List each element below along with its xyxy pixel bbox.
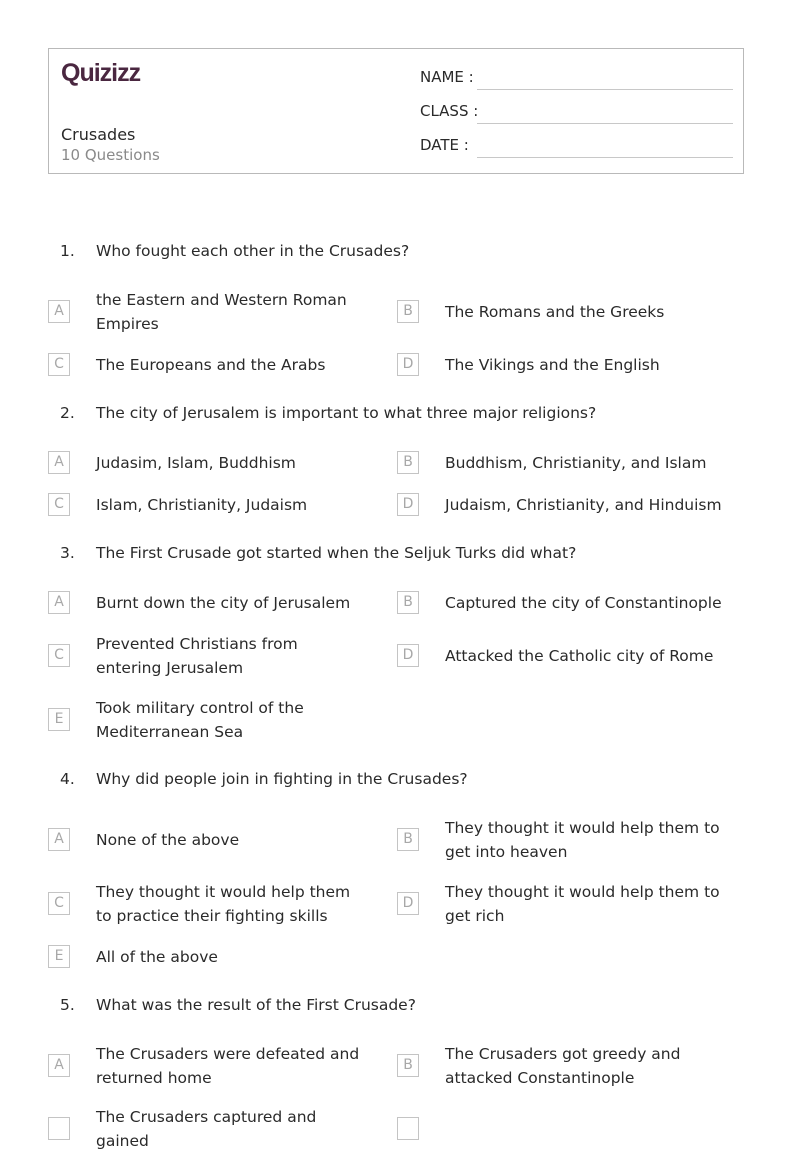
option-box-c[interactable]: C xyxy=(48,644,70,667)
question-4-text: Why did people join in fighting in the Crusades? xyxy=(96,770,468,788)
option-text: Prevented Christians from entering Jerusalem xyxy=(96,635,298,677)
option-box-c[interactable]: C xyxy=(48,892,70,915)
option-box-b[interactable]: B xyxy=(397,1054,419,1077)
name-label: NAME : xyxy=(420,68,474,86)
question-5-text: What was the result of the First Crusade? xyxy=(96,996,416,1014)
option-box-a[interactable]: A xyxy=(48,828,70,851)
option-text: Islam, Christianity, Judaism xyxy=(96,496,308,514)
option-box-b[interactable]: B xyxy=(397,828,419,851)
question-1-text: Who fought each other in the Crusades? xyxy=(96,242,410,260)
option-text: All of the above xyxy=(96,948,218,966)
date-line[interactable] xyxy=(477,157,733,158)
option-text: Took military control of the Mediterranean Sea xyxy=(96,699,304,741)
quizizz-logo xyxy=(61,59,153,87)
class-label: CLASS : xyxy=(420,102,479,120)
date-field[interactable] xyxy=(420,136,733,158)
question-3-text: The First Crusade got started when the Seljuk Turks did what? xyxy=(96,544,577,562)
option-box-a[interactable]: A xyxy=(48,451,70,474)
option-text: The Crusaders captured and gained xyxy=(96,1108,317,1150)
option-box-e[interactable]: E xyxy=(48,945,70,968)
option-text: Burnt down the city of Jerusalem xyxy=(96,594,351,612)
class-field[interactable] xyxy=(420,102,733,124)
option-box-c[interactable]: C xyxy=(48,353,70,376)
option-box-b[interactable]: B xyxy=(397,591,419,614)
option-text: The Vikings and the English xyxy=(445,356,660,374)
option-box-a[interactable]: A xyxy=(48,300,70,323)
option-box-b[interactable]: B xyxy=(397,300,419,323)
option-text: Captured the city of Constantinople xyxy=(445,594,722,612)
option-text: They thought it would help them to get into heaven xyxy=(445,819,720,861)
option-box-a[interactable]: A xyxy=(48,1054,70,1077)
option-text: The Crusaders were defeated and returned home xyxy=(96,1045,360,1087)
option-text: None of the above xyxy=(96,831,240,849)
option-text: The Romans and the Greeks xyxy=(445,303,665,321)
option-text: Buddhism, Christianity, and Islam xyxy=(445,454,707,472)
option-box-d[interactable]: D xyxy=(397,892,419,915)
option-box-a[interactable]: A xyxy=(48,591,70,614)
question-4-number: 4. xyxy=(60,770,75,788)
option-box-d[interactable]: D xyxy=(397,644,419,667)
option-box-d[interactable]: D xyxy=(397,353,419,376)
option-text: the Eastern and Western Roman Empires xyxy=(96,291,347,333)
question-2-number: 2. xyxy=(60,404,75,422)
option-box-e[interactable]: E xyxy=(48,708,70,731)
option-text: Judaism, Christianity, and Hinduism xyxy=(445,496,722,514)
class-line[interactable] xyxy=(477,123,733,124)
question-1-number: 1. xyxy=(60,242,75,260)
name-line[interactable] xyxy=(477,89,733,90)
option-box-d[interactable] xyxy=(397,1117,419,1140)
question-5-number: 5. xyxy=(60,996,75,1014)
svg-text:Quizizz: Quizizz xyxy=(61,59,141,87)
question-2-text: The city of Jerusalem is important to what three major religions? xyxy=(96,404,597,422)
worksheet-header xyxy=(48,48,744,174)
option-text: The Europeans and the Arabs xyxy=(96,356,326,374)
option-box-d[interactable]: D xyxy=(397,493,419,516)
worksheet-title: Crusades xyxy=(61,125,136,144)
name-field[interactable] xyxy=(420,68,733,90)
option-box-b[interactable]: B xyxy=(397,451,419,474)
option-box-c[interactable]: C xyxy=(48,493,70,516)
option-text: They thought it would help them to get rich xyxy=(445,883,720,925)
option-text: The Crusaders got greedy and attacked Constantinople xyxy=(445,1045,681,1087)
date-label: DATE : xyxy=(420,136,469,154)
question-3-number: 3. xyxy=(60,544,75,562)
option-text: Judasim, Islam, Buddhism xyxy=(96,454,296,472)
option-box-c[interactable] xyxy=(48,1117,70,1140)
option-text: They thought it would help them to practice their fighting skills xyxy=(96,883,351,925)
option-text: Attacked the Catholic city of Rome xyxy=(445,647,714,665)
question-count: 10 Questions xyxy=(61,146,160,164)
